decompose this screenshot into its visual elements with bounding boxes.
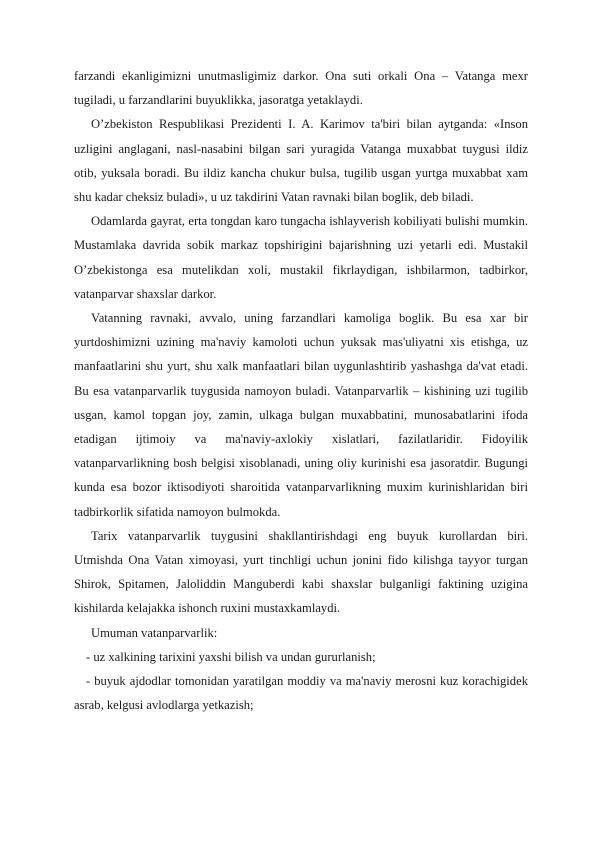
paragraph: Vatanning ravnaki, avvalo, uning farzandlari kamoliga boglik. Bu esa xar bir yurtdoshimizni uzining ma'naviy kamoloti uchun yuksak mas'uliyatni xis etishga, uz manfaatlarini shu yurt, shu xalk manfaatlari bilan uygunlashtirib yashashga da'vat etadi. Bu esa vatanparvarlik tuygusida namoyon buladi. Vatanparvarlik – kishining uzi tugilib usgan, kamol topgan joy, zamin, ulkaga bulgan muxabbatini, munosabatlarini ifoda etadigan ijtimoiy va ma'naviy-axlokiy xislatlari, fazilatlaridir. Fidoyilik vatanparvarlikning bosh belgisi xisoblanadi, uning oliy kurinishi esa jasoratdir. Bugungi kunda esa bozor iktisodiyoti sharoitida vatanparvarlikning muxim kurinishlaridan biri tadbirkorlik sifatida namoyon bulmokda. <box>74 311 528 519</box>
list-item: - buyuk ajdodlar tomonidan yaratilgan moddiy va ma'naviy merosni kuz korachigidek asrab, kelgusi avlodlarga yetkazish; <box>74 674 528 713</box>
paragraph: Odamlarda gayrat, erta tongdan karo tungacha ishlayverish kobiliyati bulishi mumkin. Mustamlaka davrida sobik markaz topshirigini bajarishning uzi yetarli edi. Mustakil O’zbekistonga esa mutelikdan xoli, mustakil fikrlaydigan, ishbilarmon, tadbirkor, vatanparvar shaxslar darkor. <box>74 214 528 301</box>
document-page <box>74 64 528 717</box>
paragraph: farzandi ekanligimizni unutmasligimiz darkor. Ona suti orkali Ona – Vatanga mexr tugiladi, u farzandlarini buyuklikka, jasoratga yetaklaydi. <box>74 69 528 108</box>
paragraph: Tarix vatanparvarlik tuygusini shakllantirishdagi eng buyuk kurollardan biri. Utmishda Ona Vatan ximoyasi, yurt tinchligi uchun jonini fido kilishga tayyor turgan Shirok, Spitamen, Jaloliddin Manguberdi kabi shaxslar bulganligi faktining uzigina kishilarda kelajakka ishonch ruxini mustaxkamlaydi. <box>74 528 528 616</box>
list-item: - uz xalkining tarixini yaxshi bilish va undan gururlanish; <box>86 649 376 664</box>
paragraph: O’zbekiston Respublikasi Prezidenti I. A. Karimov ta'biri bilan aytganda: «Inson uzligini anglagani, nasl-nasabini bilgan sari yuragida Vatanga muxabbat tuygusi ildiz otib, yuksala boradi. Bu ildiz kancha chukur bulsa, tugilib usgan yurtga muxabbat xam shu kadar cheksiz buladi», u uz takdirini Vatan ravnaki bilan boglik, deb biladi. <box>74 117 528 205</box>
list-intro: Umuman vatanparvarlik: <box>91 625 218 640</box>
